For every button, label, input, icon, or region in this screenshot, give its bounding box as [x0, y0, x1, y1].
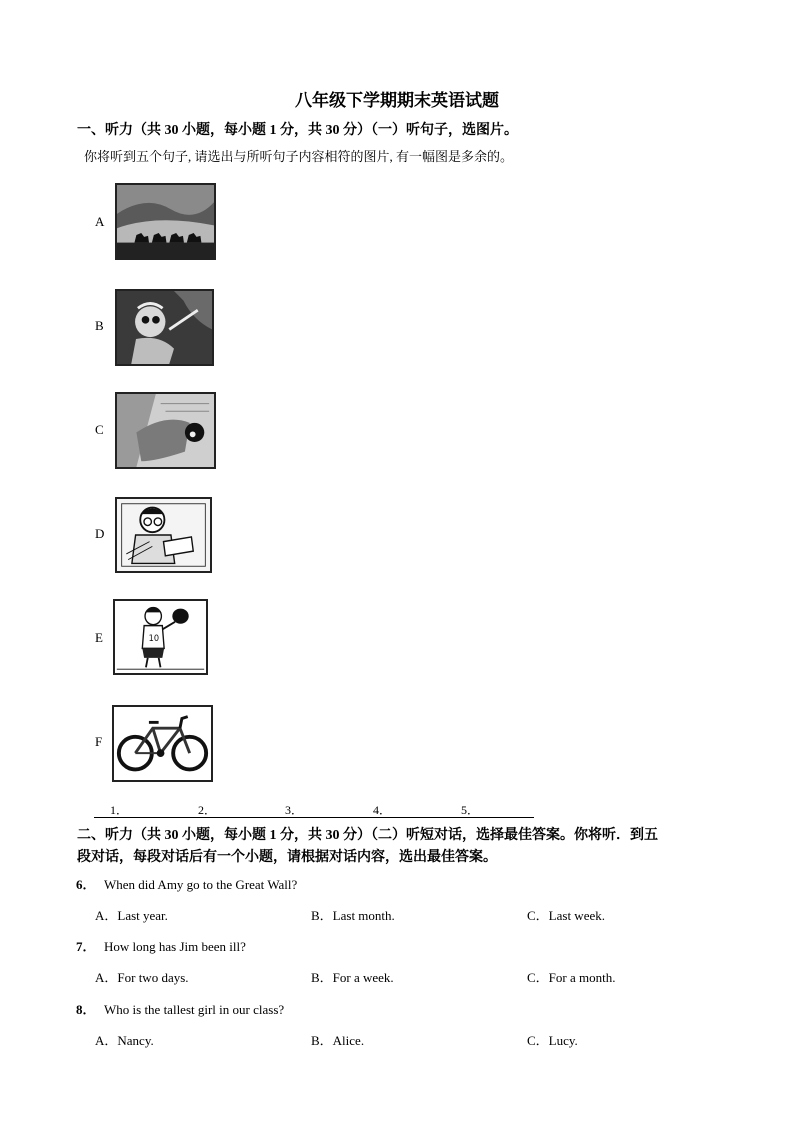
- section2-heading-line1: 二、听力（共 30 小题，每小题 1 分，共 30 分）（二）听短对话，选择最佳答案。你将听．到五: [77, 828, 658, 843]
- question-text: When did Amy go to the Great Wall?: [104, 877, 298, 892]
- section2-heading-line2: 段对话，每段对话后有一个小题，请根据对话内容，选出最佳答案。: [77, 850, 497, 865]
- blank-3[interactable]: 3．: [285, 803, 304, 817]
- blank-1[interactable]: 1．: [110, 803, 129, 817]
- question-text: Who is the tallest girl in our class?: [104, 1002, 285, 1017]
- q6-option-b[interactable]: B．Last month.: [311, 908, 395, 923]
- section1-instruction: 你将听到五个句子, 请选出与所听句子内容相符的图片, 有一幅图是多余的。: [84, 149, 514, 164]
- hand-writing-image: [115, 392, 216, 469]
- option-letter-b: B: [95, 318, 104, 333]
- blank-4[interactable]: 4．: [373, 803, 392, 817]
- q8-option-a[interactable]: A．Nancy.: [95, 1033, 154, 1048]
- bicycle-image: [112, 705, 213, 782]
- q6-option-c[interactable]: C．Last week.: [527, 908, 605, 923]
- question-number: 8．: [76, 1002, 96, 1017]
- q7-option-c[interactable]: C．For a month.: [527, 970, 616, 985]
- blank-2[interactable]: 2．: [198, 803, 217, 817]
- boy-reading-image: [115, 497, 212, 573]
- question-number: 6．: [76, 877, 96, 892]
- page-title: 八年级下学期期末英语试题: [295, 91, 499, 110]
- question-6: [76, 874, 297, 893]
- question-number: 7．: [76, 939, 96, 954]
- question-7: [76, 936, 246, 955]
- section1-heading: 一、听力（共 30 小题，每小题 1 分，共 30 分）（一）听句子，选图片。: [77, 123, 518, 138]
- blank-5[interactable]: 5．: [461, 803, 480, 817]
- option-letter-a: A: [95, 214, 105, 229]
- section2-heading: [77, 825, 757, 869]
- monkey-king-image: [115, 289, 214, 366]
- svg-text:10: 10: [148, 632, 160, 643]
- option-letter-f: F: [95, 734, 103, 749]
- q8-option-c[interactable]: C．Lucy.: [527, 1033, 578, 1048]
- boy-ping-pong-image: [113, 599, 208, 675]
- q7-option-b[interactable]: B．For a week.: [311, 970, 394, 985]
- option-letter-d: D: [95, 526, 105, 541]
- desert-camels-image: [115, 183, 216, 260]
- option-letter-c: C: [95, 422, 104, 437]
- option-letter-e: E: [95, 630, 103, 645]
- answer-blanks-row: [94, 801, 534, 818]
- q6-option-a[interactable]: A．Last year.: [95, 908, 168, 923]
- question-8: [76, 999, 284, 1018]
- q8-option-b[interactable]: B．Alice.: [311, 1033, 365, 1048]
- question-text: How long has Jim been ill?: [104, 939, 246, 954]
- q7-option-a[interactable]: A．For two days.: [95, 970, 189, 985]
